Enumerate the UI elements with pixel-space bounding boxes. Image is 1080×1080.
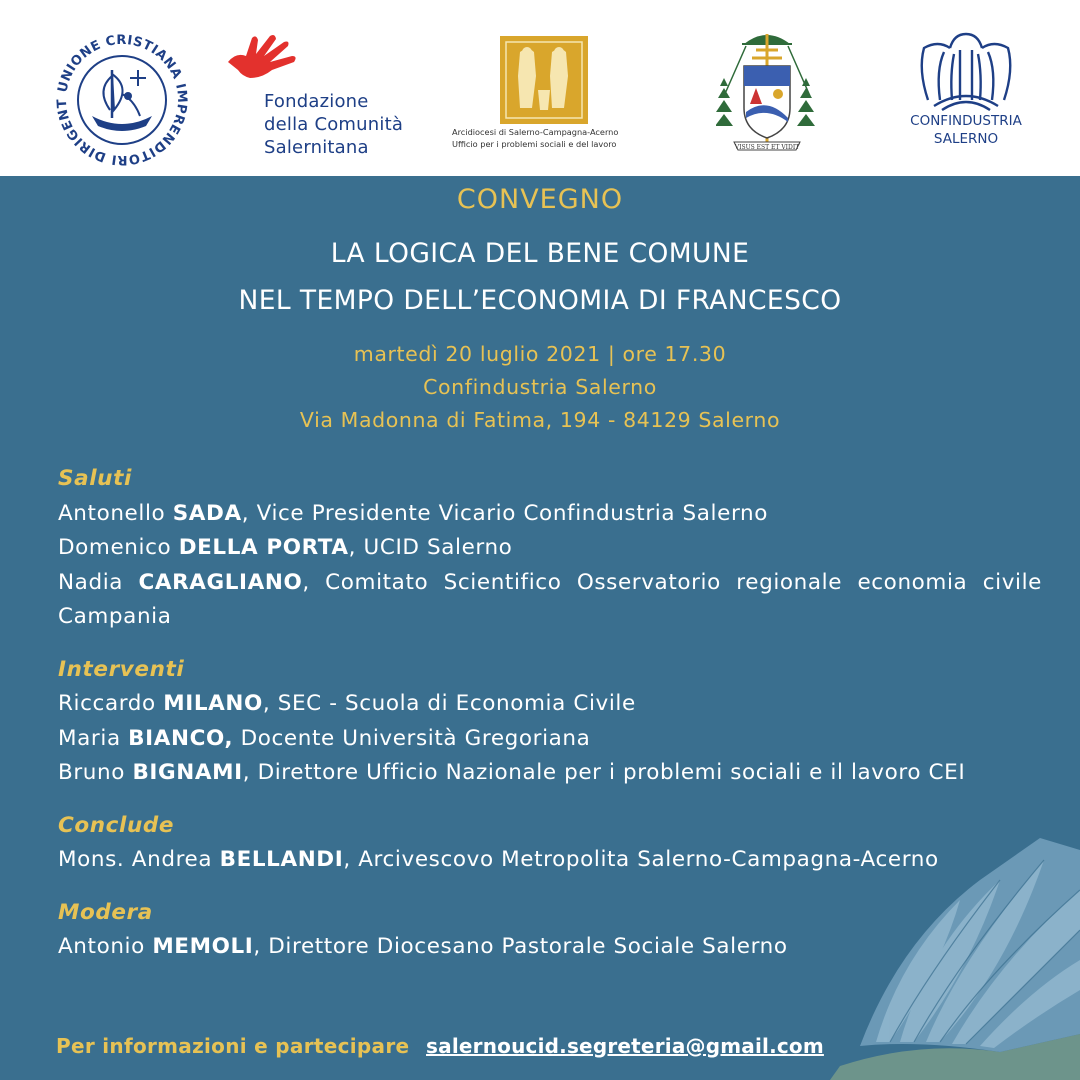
speaker-surname: MILANO <box>163 691 263 716</box>
fondazione-line1: Fondazione <box>264 91 369 112</box>
event-date: martedì 20 luglio 2021 | ore 17.30 <box>353 342 727 366</box>
section-heading: Conclude <box>58 812 175 838</box>
program-list <box>58 462 1042 983</box>
speaker-line <box>58 531 1042 566</box>
speaker-line <box>58 687 1042 722</box>
speaker-role: , Arcivescovo Metropolita Salerno-Campagna-Acerno <box>343 847 939 872</box>
event-title-line1: LA LOGICA DEL BENE COMUNE <box>330 238 750 269</box>
program-section <box>58 896 1042 965</box>
speaker-role: , Vice Presidente Vicario Confindustria Salerno <box>241 500 769 526</box>
fondazione-line2: della Comunità <box>264 114 404 135</box>
event-info <box>0 338 1080 437</box>
eagle-icon <box>898 30 1034 112</box>
speaker-surname: MEMOLI <box>152 934 254 959</box>
speaker-first-name: Nadia <box>58 569 124 595</box>
speaker-role: , Direttore Diocesano Pastorale Sociale Salerno <box>253 934 788 959</box>
event-kicker: CONVEGNO <box>456 184 624 215</box>
footer-label: Per informazioni e partecipare <box>56 1034 410 1058</box>
speaker-surname: BELLANDI <box>219 847 344 872</box>
episcopal-crest <box>716 26 818 164</box>
crest-motto: VISUS EST ET VIDIT <box>734 144 800 151</box>
speaker-surname: BIANCO, <box>128 725 234 751</box>
saints-relief-icon <box>500 36 588 124</box>
speaker-first-name: Bruno <box>58 760 125 785</box>
speaker-first-name: Antonello <box>58 500 166 526</box>
speaker-line <box>58 756 1042 791</box>
speaker-first-name: Mons. Andrea <box>58 847 213 872</box>
speaker-line <box>58 930 1042 965</box>
program-section <box>58 653 1042 791</box>
fondazione-line3: Salernitana <box>264 137 369 158</box>
speaker-first-name: Domenico <box>58 535 172 560</box>
confindustria-logo <box>898 30 1034 155</box>
speaker-surname: DELLA PORTA <box>178 535 349 560</box>
logo-header <box>0 0 1080 176</box>
speaker-role: , Comitato Scientifico Osservatorio regionale economia civile Campania <box>58 569 1042 629</box>
arcidiocesi-line1: Arcidiocesi di Salerno-Campagna-Acerno <box>452 127 619 137</box>
speaker-first-name: Antonio <box>58 934 145 959</box>
speaker-surname: SADA <box>172 500 242 526</box>
program-section <box>58 462 1042 635</box>
speaker-first-name: Maria <box>58 725 121 751</box>
program-section <box>58 809 1042 878</box>
speaker-role: , SEC - Scuola di Economia Civile <box>262 691 636 716</box>
speaker-surname: CARAGLIANO <box>138 569 303 595</box>
footer <box>56 1034 824 1058</box>
speaker-line <box>58 843 1042 878</box>
confindustria-line1: CONFINDUSTRIA <box>910 113 1022 129</box>
fondazione-logo <box>222 32 442 157</box>
speaker-line <box>58 497 1042 532</box>
speaker-surname: BIGNAMI <box>132 760 243 785</box>
ucid-circular-text: UNIONE CRISTIANA IMPRENDITORI DIRIGENT <box>54 32 190 168</box>
arcidiocesi-logo <box>452 36 642 156</box>
hand-icon <box>222 32 312 88</box>
event-venue: Confindustria Salerno <box>423 375 657 399</box>
arcidiocesi-line2: Ufficio per i problemi sociali e del lavoro <box>452 139 617 149</box>
event-title-line2: NEL TEMPO DELL’ECONOMIA DI FRANCESCO <box>238 285 842 316</box>
speaker-role: , UCID Salerno <box>348 535 513 560</box>
section-heading: Interventi <box>58 656 185 682</box>
speaker-line <box>58 722 1042 757</box>
confindustria-line2: SALERNO <box>933 131 999 147</box>
speaker-line <box>58 566 1042 635</box>
speaker-role: , Direttore Ufficio Nazionale per i problemi sociali e il lavoro CEI <box>242 760 966 785</box>
speaker-role: Docente Università Gregoriana <box>233 725 591 751</box>
section-heading: Modera <box>58 899 153 925</box>
ucid-logo <box>52 30 192 170</box>
contact-email-link[interactable]: salernoucid.segreteria@gmail.com <box>426 1034 824 1058</box>
section-heading: Saluti <box>58 466 132 491</box>
event-address: Via Madonna di Fatima, 194 - 84129 Salerno <box>299 408 781 432</box>
event-title <box>0 230 1080 324</box>
speaker-first-name: Riccardo <box>58 691 156 716</box>
